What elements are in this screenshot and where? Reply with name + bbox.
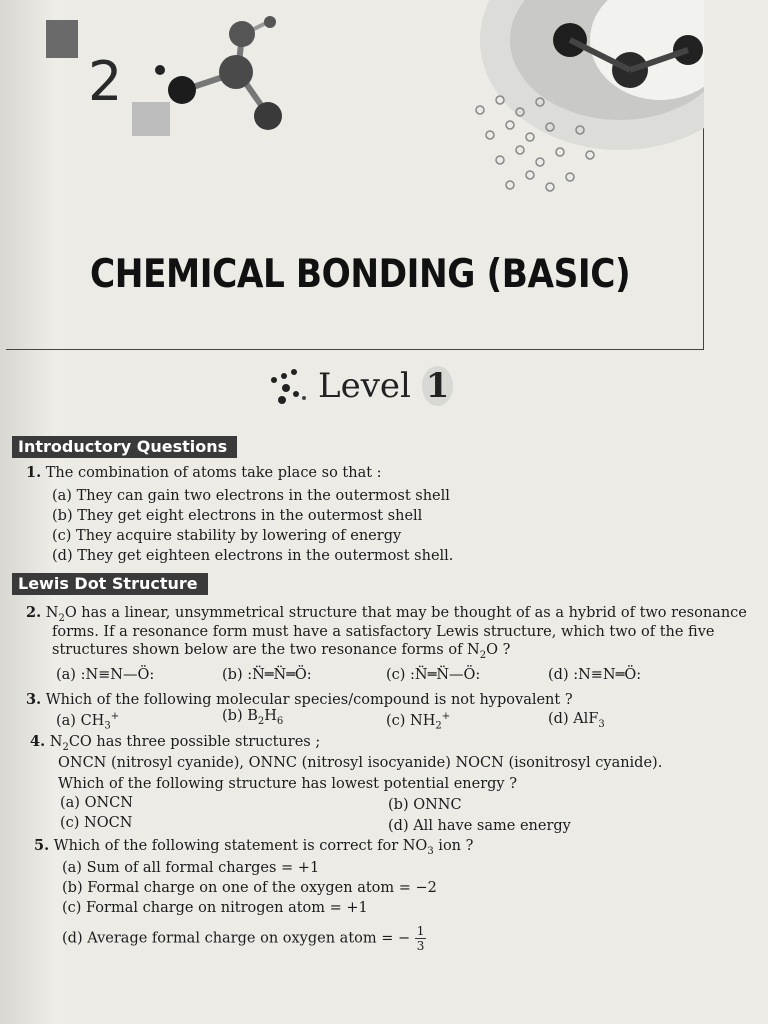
chapter-tab-decoration bbox=[46, 20, 78, 58]
q2-sub: 2 bbox=[479, 649, 487, 661]
level-heading bbox=[318, 366, 453, 406]
level-dots-icon bbox=[268, 368, 314, 410]
q1-option-d: (d) They get eighteen electrons in the outermost shell. bbox=[52, 548, 454, 564]
q3-a-text: (a) CH bbox=[56, 712, 105, 729]
q5-option-b: (b) Formal charge on one of the oxygen atom = −2 bbox=[62, 880, 437, 896]
fraction bbox=[415, 924, 427, 953]
q2-text: structures shown below are the two resonance forms of N bbox=[52, 642, 480, 658]
q2-text: O ? bbox=[486, 642, 511, 658]
q1-option-b: (b) They get eight electrons in the outermost shell bbox=[52, 508, 423, 524]
q5-d-text: (d) Average formal charge on oxygen atom = − bbox=[62, 930, 411, 947]
chapter-number: 2 bbox=[88, 50, 123, 113]
fraction-numerator: 1 bbox=[416, 924, 425, 938]
q5-option-d bbox=[62, 924, 426, 953]
level-label: Level bbox=[318, 366, 411, 406]
level-number: 1 bbox=[422, 366, 454, 406]
question-number: 1. bbox=[26, 464, 42, 481]
chapter-title: CHEMICAL BONDING (BASIC) bbox=[90, 252, 631, 297]
q2-option-c: (c) :N̈═N̈—Ö: bbox=[386, 667, 481, 683]
q2-line3 bbox=[52, 641, 510, 665]
fraction-denominator: 3 bbox=[416, 939, 425, 953]
q3-option-b bbox=[222, 707, 283, 731]
question-text: Which of the following molecular species/compound is not hypovalent ? bbox=[45, 692, 573, 708]
q2-text: N bbox=[45, 605, 59, 621]
q4-option-c: (c) NOCN bbox=[60, 815, 133, 831]
q4-line2: ONCN (nitrosyl cyanide), ONNC (nitrosyl isocyanide) NOCN (isonitrosyl cyanide). bbox=[58, 755, 663, 771]
q1-option-c: (c) They acquire stability by lowering of energy bbox=[52, 528, 402, 544]
q3-a-sub: 3 bbox=[104, 720, 111, 732]
q3-b-sub: 2 bbox=[257, 715, 265, 727]
section-introductory: Introductory Questions bbox=[12, 436, 237, 458]
q5-option-a: (a) Sum of all formal charges = +1 bbox=[62, 860, 320, 876]
q3-c-sup: + bbox=[441, 711, 451, 722]
lattice-illustration bbox=[430, 0, 704, 230]
q2-option-a: (a) :N≡N—Ö: bbox=[56, 667, 155, 683]
q4-option-b: (b) ONNC bbox=[388, 797, 462, 813]
q5-text: Which of the following statement is correct for NO bbox=[53, 838, 428, 854]
question-number: 5. bbox=[34, 837, 50, 854]
q3-c-sub: 2 bbox=[435, 720, 442, 732]
q4-sub: 2 bbox=[62, 741, 69, 753]
q3-b-sub: 6 bbox=[276, 715, 284, 727]
q4-line3: Which of the following structure has lowest potential energy ? bbox=[58, 776, 518, 792]
q3-b-text: H bbox=[264, 708, 277, 724]
q5-text: ion ? bbox=[433, 838, 474, 854]
q2-option-d: (d) :N≡N═Ö: bbox=[548, 667, 642, 683]
question-number: 2. bbox=[26, 604, 42, 621]
question-number: 4. bbox=[30, 733, 46, 750]
section-lewis: Lewis Dot Structure bbox=[12, 573, 208, 595]
q3-d-sub: 3 bbox=[598, 718, 605, 730]
q4-text: CO has three possible structures ; bbox=[68, 734, 321, 750]
q5-option-c: (c) Formal charge on nitrogen atom = +1 bbox=[62, 900, 368, 916]
question-1 bbox=[26, 463, 382, 483]
q2-text: O has a linear, unsymmetrical structure that may be thought of as a hybrid of two resonance bbox=[64, 605, 747, 621]
q3-option-d bbox=[548, 710, 605, 734]
q2-sub: 2 bbox=[58, 612, 65, 624]
q2-option-b: (b) :N̈═N̈═Ö: bbox=[222, 667, 312, 683]
q3-b-text: (b) B bbox=[222, 708, 258, 724]
q4-text: N bbox=[49, 734, 63, 750]
q1-option-a: (a) They can gain two electrons in the outermost shell bbox=[52, 488, 450, 504]
question-5 bbox=[34, 836, 473, 861]
q3-a-sup: + bbox=[110, 711, 120, 722]
q4-option-d: (d) All have same energy bbox=[388, 818, 571, 834]
q3-d-text: (d) AlF bbox=[548, 711, 599, 727]
question-text: The combination of atoms take place so that : bbox=[45, 465, 382, 481]
q2-line2: forms. If a resonance form must have a satisfactory Lewis structure, which two of the five bbox=[52, 624, 715, 640]
q3-option-c bbox=[386, 707, 450, 736]
q4-option-a: (a) ONCN bbox=[60, 795, 133, 811]
question-number: 3. bbox=[26, 691, 42, 708]
q5-sub: 3 bbox=[427, 845, 434, 857]
q3-c-text: (c) NH bbox=[386, 712, 436, 729]
molecule-illustration bbox=[150, 10, 310, 140]
